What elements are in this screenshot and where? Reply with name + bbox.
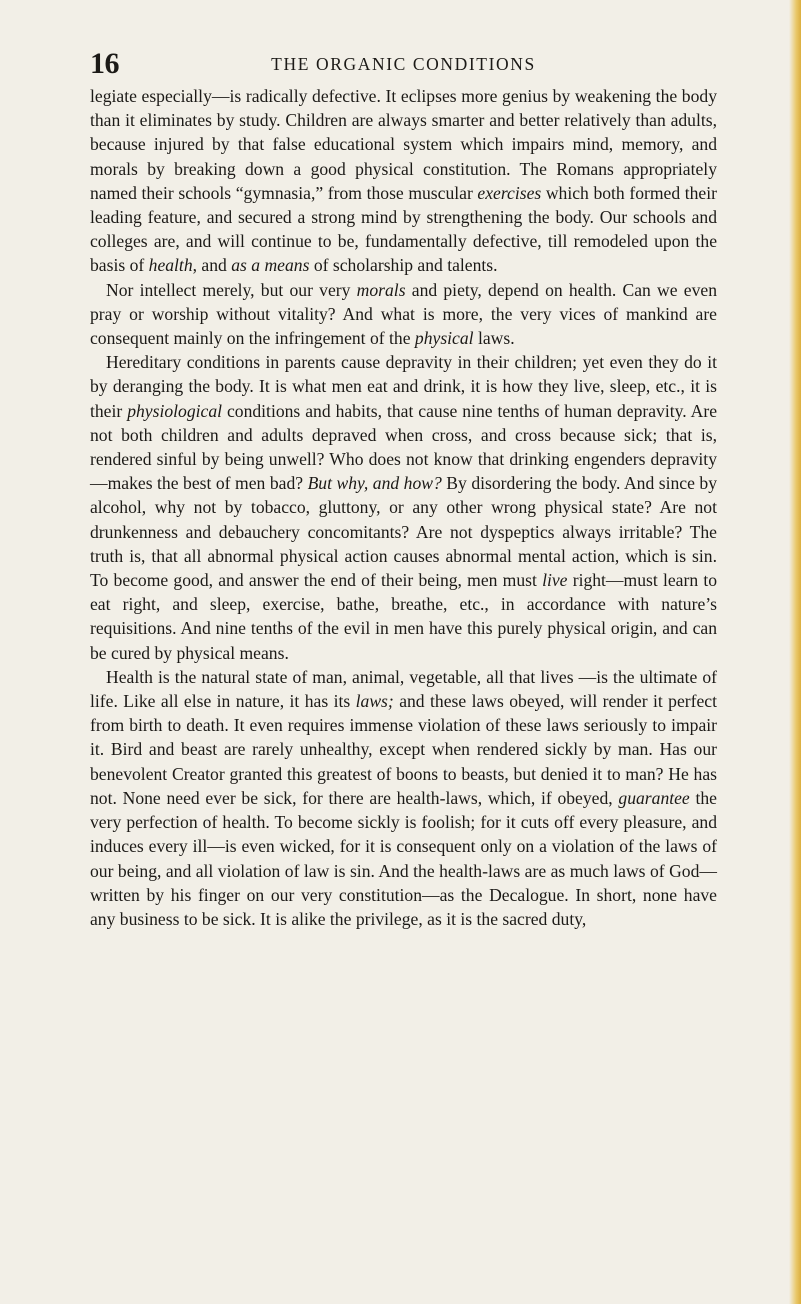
text-run: By disordering the body. And since by alcohol, why not by tobacco, gluttony, or any other wrong physical state? Are not drunkenness and debauchery concomitants? Are not dyspeptics always irritable? The truth is, that all abnormal physical action causes abnormal mental action, which is sin. To become good, and answer the end of their being, men must (90, 473, 717, 591)
text-run: Nor intellect merely, but our very (106, 279, 357, 300)
emphasis-text: live (542, 570, 568, 591)
text-run: and these laws obeyed, will render it perfect from birth to death. It even requires immense violation of these laws seriously to impair it. Bird and beast are rarely unhealthy, except when rendered sickly by man. Has our benevolent Creator granted this greatest of boons to beasts, but denied it to man? He has not. None need ever be sick, for there are health-laws, which, if obeyed, (90, 691, 717, 808)
page-header (90, 44, 717, 84)
text-run: and piety, depend on health. Can we even pray or worship without vitality? And what is more, the very vices of mankind are consequent mainly on the infringement of the (90, 279, 717, 349)
running-title: THE ORGANIC CONDITIONS (271, 54, 536, 74)
text-run: Hereditary conditions in parents cause depravity in their children; yet even they do it by deranging the body. It is what men eat and drink, it is how they live, sleep, etc., it is their (90, 352, 717, 421)
emphasis-text: laws; (355, 691, 394, 712)
emphasis-text: as a means (231, 255, 310, 276)
page-edge (789, 0, 801, 1304)
text-run: which both formed their leading feature, and secured a strong mind by strengthening the body. Our schools and colleges are, and will continue to be, fundamentally defective, till remodeled upon the basis of (90, 182, 717, 276)
paragraph-1 (90, 84, 717, 278)
body-text (90, 84, 717, 931)
emphasis-text: physical (414, 328, 474, 349)
paragraph-2 (90, 278, 717, 351)
emphasis-text: health (148, 255, 193, 276)
text-run: of scholarship and talents. (309, 255, 498, 276)
text-run: the very perfection of health. To become sickly is foolish; for it cuts off every pleasure, and induces every ill—is even wicked, for it is consequent only on a violation of the laws of our being, and all violation of law is sin. And the health-laws are as much laws of God—written by his finger on our very constitution—as the Decalogue. In short, none have any business to be sick. It is alike the privilege, as it is the sacred duty, (90, 787, 717, 929)
text-run: Health is the natural state of man, animal, vegetable, all that lives —is the ultimate of life. Like all else in nature, it has its (90, 666, 717, 712)
text-run: right—must learn to eat right, and sleep, exercise, bathe, breathe, etc., in accordance with nature’s requisitions. And nine tenths of the evil in men have this purely physical origin, and can be cured by physical means. (90, 570, 718, 663)
emphasis-text: But why, and how? (307, 473, 442, 494)
text-run: legiate especially—is radically defective. It eclipses more genius by weakening the body than it eliminates by study. Children are always smarter and better relatively than adults, because injured by that false educational system which impairs mind, memory, and morals by breaking down a good physical constitution. The Romans appropriately named their schools “gymnasia,” from those muscular (90, 86, 717, 203)
emphasis-text: exercises (477, 182, 542, 203)
text-run: , and (192, 255, 232, 276)
paragraph-3 (90, 350, 717, 665)
emphasis-text: morals (356, 279, 406, 300)
paragraph-4 (90, 665, 717, 931)
page-number: 16 (90, 47, 119, 80)
text-run: conditions and habits, that cause nine tenths of human depravity. Are not both children and adults depraved when cross, and cross because sick; that is, rendered sinful by being unwell? Who does not know that drinking engenders depravity—makes the best of men bad? (90, 400, 718, 494)
emphasis-text: guarantee (618, 787, 690, 808)
emphasis-text: physiological (127, 400, 223, 421)
text-run: laws. (473, 328, 515, 349)
